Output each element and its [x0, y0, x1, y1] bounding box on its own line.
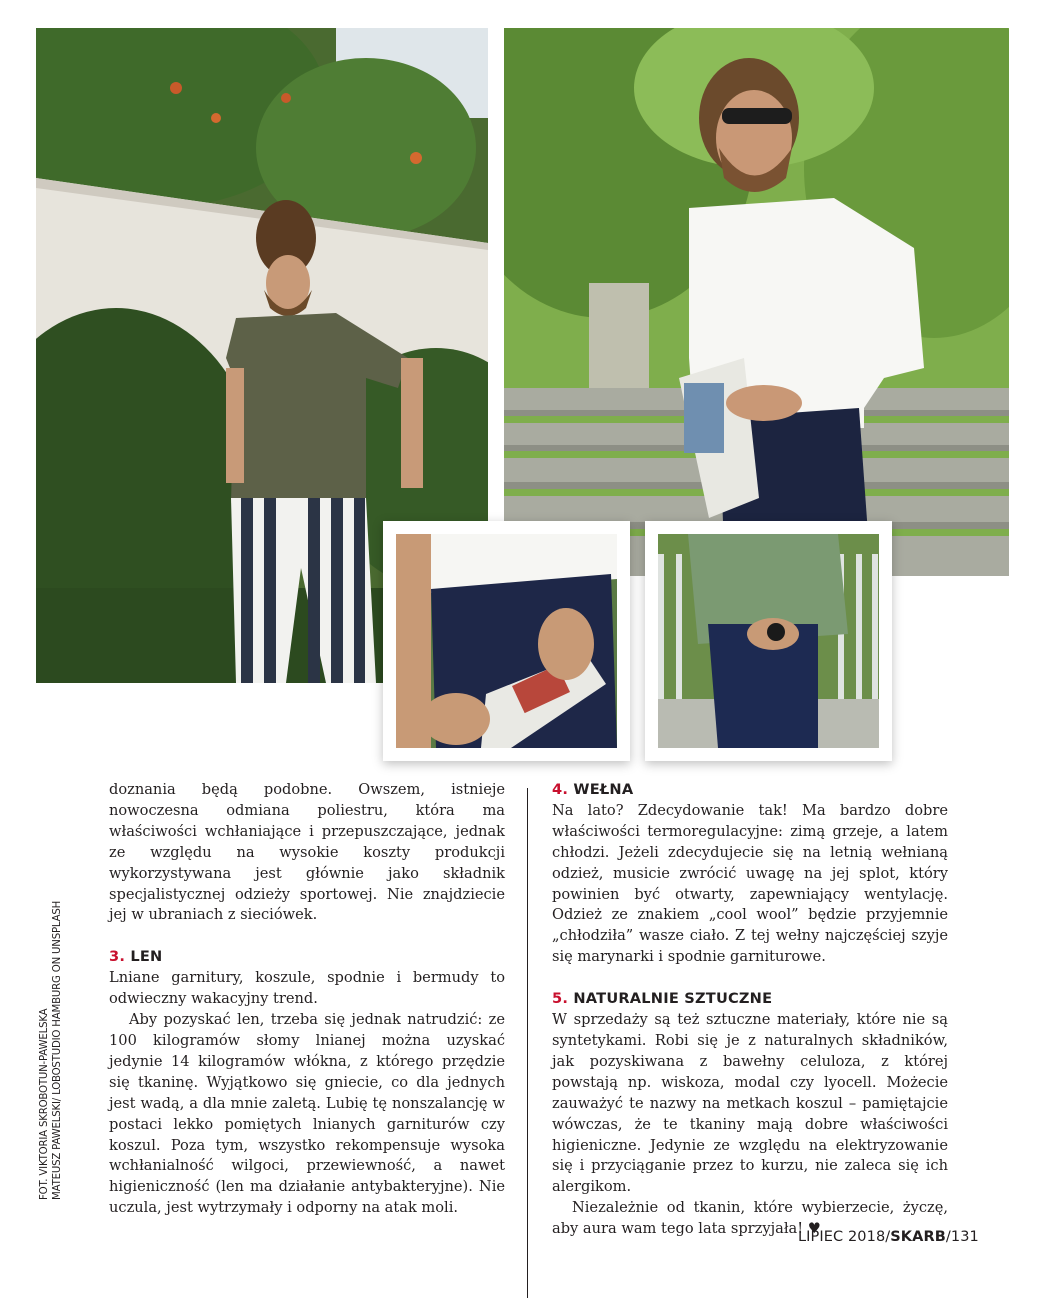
folio-magazine: SKARB	[890, 1229, 946, 1245]
folio-issue: LIPIEC 2018/	[798, 1229, 891, 1245]
section-3-heading	[109, 947, 505, 968]
intro-paragraph: doznania będą podobne. Owszem, istnieje nowoczesna odmiana poliestru, która ma właściwości wchłaniające i przepuszczające, jednak ze względu na wysokie koszty produkcji wykorzystywana jest głównie jako składnik specjalistycznej odzieży sportowej. Nie znajdziecie jej w ubraniach z sieciówek.	[109, 781, 505, 924]
column-divider	[527, 788, 528, 1298]
section-5-paragraph-1: W sprzedaży są też sztuczne materiały, które nie są syntetykami. Robi się je z naturalnych składników, jak pozyskiwana z bawełny celuloza, z której powstają np. wiskoza, modal czy lyocell. Możecie zauważyć te nazwy na metkach koszul – pamiętajcie wówczas, że te tkaniny mają dobre właściwości higieniczne. Jedynie ze względu na elektryzowanie się i przyciąganie przez to kurzu, nie zaleca się ich alergikom.	[552, 1011, 948, 1196]
section-4-heading	[552, 780, 948, 801]
photo-inset-newspaper-hands	[383, 521, 630, 761]
photo-credit	[38, 840, 64, 1200]
section-4-title: WEŁNA	[573, 781, 634, 798]
section-3-paragraph-2: Aby pozyskać len, trzeba się jednak natrudzić: ze 100 kilogramów słomy lnianej można uzyskać jedynie 14 kilogramów włókna, z którego przędzie się tkaninę. Wyjątkowo się gniecie, co dla jednych jest wadą, a dla mnie zaletą. Lubię tę nonszalancję w postaci lekko pomiętych lnianych garniturów czy koszul. Poza tym, wszystko rekompensuje wysoka wchłanialność wilgoci, przewiewność, a nawet higieniczność (len ma działanie antybakteryjne). Nie uczula, jest wytrzymały i odporny na atak moli.	[109, 1011, 505, 1217]
photo-credit-line-2: MATEUSZ PAWELSKI/ LOBOSTUDIO HAMBURG ON UNSPLASH	[52, 900, 63, 1200]
section-4-paragraph-1: Na lato? Zdecydowanie tak! Ma bardzo dobre właściwości termoregulacyjne: zimą grzeje, a latem chłodzi. Jeżeli zdecydujecie się na letnią wełnianą odzież, musicie zwrócić uwagę na jej splot, który powinien być otwarty, zapewniający wentylację. Odzież ze znakiem „cool wool” będzie przyjemnie „chłodziła” wasze ciało. Z tej wełny najczęściej szyje się marynarki i spodnie garniturowe.	[552, 801, 948, 966]
section-3-paragraph-1: Lniane garnitury, koszule, spodnie i bermudy to odwieczny wakacyjny trend.	[109, 969, 505, 1008]
page-folio	[798, 1229, 979, 1245]
right-column	[552, 780, 948, 1240]
section-3-number: 3.	[109, 948, 126, 966]
section-5-heading	[552, 989, 948, 1010]
section-5-number: 5.	[552, 990, 569, 1008]
section-5-paragraph-2: Niezależnie od tkanin, które wybierzecie, życzę, aby aura wam tego lata sprzyjała! ♥	[552, 1199, 948, 1238]
left-column	[109, 780, 505, 1219]
folio-page-number: /131	[945, 1229, 979, 1245]
photo-inset-green-jacket-shorts	[645, 521, 892, 761]
photo-credit-line-1: FOT. VIKTORIA SKROBOTUN-PAWELSKA	[39, 1008, 50, 1200]
section-4-number: 4.	[552, 781, 569, 798]
section-3-title: LEN	[130, 948, 163, 966]
photo-man-white-shirt-stairs	[504, 28, 1009, 576]
section-5-title: NATURALNIE SZTUCZNE	[573, 990, 773, 1008]
